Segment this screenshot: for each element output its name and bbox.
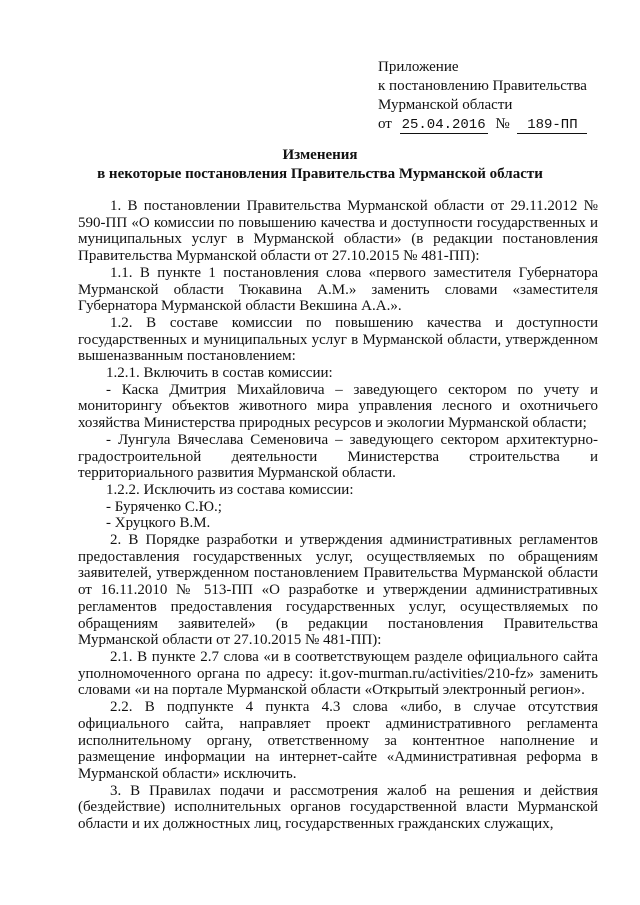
appendix-number-label: № [495, 116, 510, 132]
paragraph-1-1: 1.1. В пункте 1 постановления слова «первого заместителя Губернатора Мурманской области Тюкавина А.М.» заменить словами «заместителя Губернатора Мурманской области Векшина А.А.». [78, 264, 598, 315]
document-subtitle: в некоторые постановления Правительства Мурманской области [97, 166, 543, 182]
paragraph-include-kaska: - Каска Дмитрия Михайловича – заведующего сектором по учету и мониторингу объектов животного мира управления лесного и охотничьего хозяйства Министерства природных ресурсов и экологии Мурманской области; [78, 381, 598, 432]
paragraph-1: 1. В постановлении Правительства Мурманской области от 29.11.2012 № 590-ПП «О комиссии по повышению качества и доступности государственных и муниципальных услуг в Мурманской области» (в редакции постановления Правительства Мурманской области от 27.10.2015 № 481-ПП): [78, 198, 598, 265]
paragraph-1-2: 1.2. В составе комиссии по повышению качества и доступности государственных и муниципальных услуг в Мурманской области, утвержденном вышеназванным постановлением: [78, 314, 598, 365]
paragraph-1-2-1: 1.2.1. Включить в состав комиссии: [106, 365, 333, 382]
appendix-number: 189-ПП [517, 118, 587, 134]
appendix-from-label: от [378, 116, 392, 132]
appendix-line-3: Мурманской области [378, 97, 513, 113]
appendix-date: 25.04.2016 [401, 117, 486, 133]
appendix-line-1: Приложение [378, 59, 459, 75]
appendix-line-2: к постановлению Правительства [378, 78, 587, 94]
paragraph-3: 3. В Правилах подачи и рассмотрения жалоб на решения и действия (бездействие) исполнительных органов государственной власти Мурманской области и их должностных лиц, государственных гражданских служащих, [78, 782, 598, 833]
paragraph-include-lungul: - Лунгула Вячеслава Семеновича – заведующего сектором архитектурно-градостроительной деятельности Министерства строительства и территориального развития Мурманской области. [78, 431, 598, 482]
document-title: Изменения [282, 147, 358, 163]
paragraph-2-2: 2.2. В подпункте 4 пункта 4.3 слова «либо, в случае отсутствия официального сайта, направляет проект административного регламента исполнительному органу, ответственному за контентное наполнение и размещение информации на интернет-сайте «Административная реформа в Мурманской области» исключить. [78, 699, 598, 782]
paragraph-1-2-2: 1.2.2. Исключить из состава комиссии: [106, 481, 354, 498]
appendix-date-row [378, 115, 628, 134]
paragraph-exclude-buryachenko: - Буряченко С.Ю.; [106, 498, 222, 515]
paragraph-2-1: 2.1. В пункте 2.7 слова «и в соответствующем разделе официального сайта уполномоченного органа по адресу: it.gov-murman.ru/activities/210-fz» заменить словами «и на портале Мурманской области «Открытый электронный регион». [78, 648, 598, 699]
paragraph-exclude-khrutsky: - Хруцкого В.М. [106, 515, 211, 532]
document-body [78, 198, 598, 833]
appendix-header [378, 58, 628, 134]
paragraph-2: 2. В Порядке разработки и утверждения административных регламентов предоставления государственных услуг, осуществляемых по обращениям заявителей, утвержденном постановлением Правительства Мурманской области от 16.11.2010 № 513-ПП «О разработке и утверждении административных регламентов предоставления государственных услуг, осуществляемых по обращениям заявителей» (в редакции постановления Правительства Мурманской области от 27.10.2015 № 481-ПП): [78, 532, 598, 649]
